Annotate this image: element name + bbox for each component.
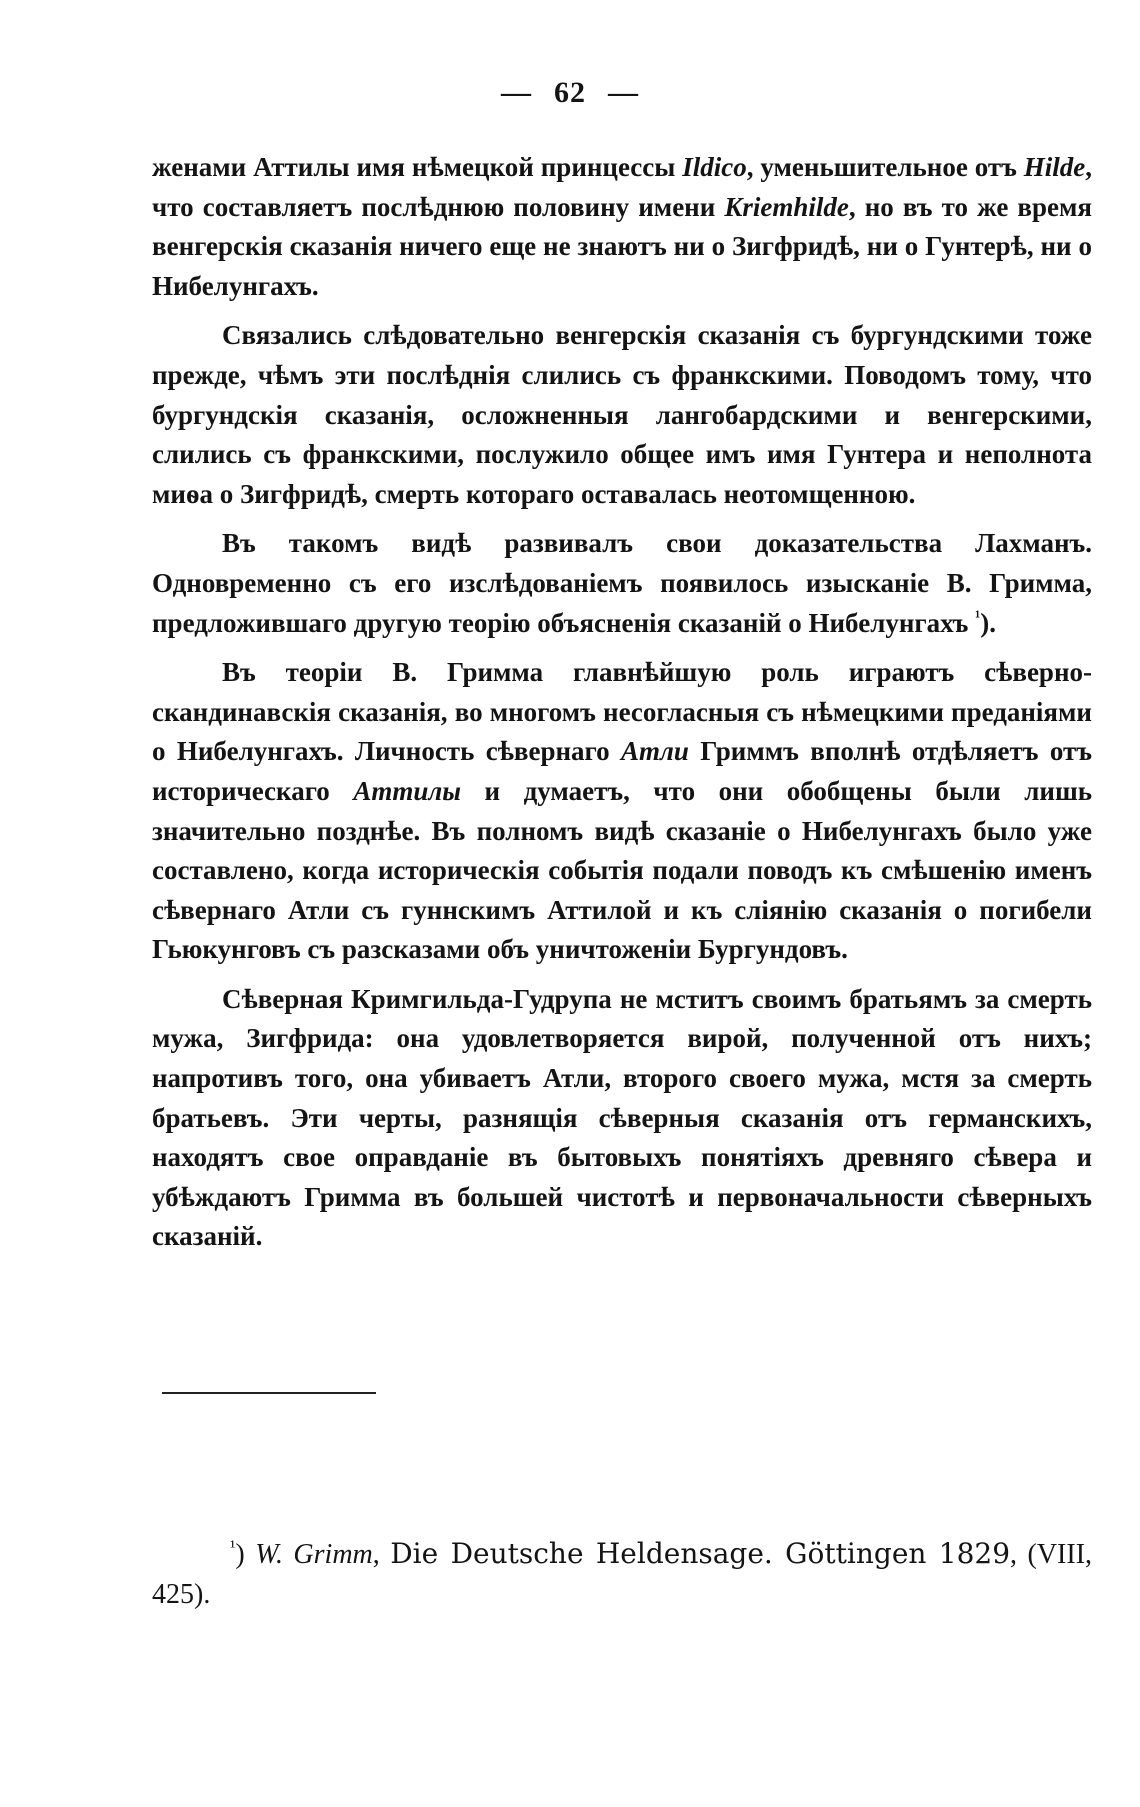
footnote-title: Die Deutsche Heldensage. Göttingen 1829 (390, 1537, 1011, 1570)
paragraph-4-text-a: Въ теоріи В. Гримма главнѣйшую роль играютъ сѣверно-скандинавскія сказанія, во многомъ несогласныя съ нѣмецкими преданіями о Нибелунгахъ. Личность сѣвернаго (152, 657, 1092, 767)
paragraph-5: Сѣверная Кримгильда-Гудрупа не мститъ своимъ братьямъ за смерть мужа, Зигфрида: она удовлетворяется вирой, полученной отъ нихъ; напротивъ того, она убиваетъ Атли, второго своего мужа, мстя за смерть братьевъ. Эти черты, разнящія сѣверныя сказанія отъ германскихъ, находятъ свое оправданіе въ бытовыхъ понятіяхъ древняго сѣвера и убѣждаютъ Гримма въ большей чистотѣ и первоначальности сѣверныхъ сказаній. (152, 983, 1092, 1252)
footnote-separator: , (372, 1539, 391, 1570)
footnote-volume: , (VIII, 425). (152, 1539, 1093, 1610)
latin-name-ildico: Ildico (682, 152, 747, 182)
paragraph-3 (152, 524, 1092, 643)
paragraph-1-text-b: , уменьшительное отъ (746, 152, 1024, 182)
footnote-author: W. Grimm (255, 1539, 373, 1570)
latin-name-kriemhilde: Kriemhilde (724, 191, 849, 222)
paragraph-4 (152, 653, 1092, 970)
page-number-dash-right: — (608, 76, 639, 109)
name-atli: Атли (621, 736, 689, 767)
footnote-body (152, 1534, 1092, 1615)
footnote-mark: ¹ (230, 1536, 236, 1557)
paragraph-2: Связались слѣдовательно венгерскія сказанія съ бургундскими тоже прежде, чѣмъ эти послѣднія слились съ франкскими. Поводомъ тому, что бургундскія сказанія, осложненныя лангобардскими и венгерскими, слились съ франкскими, послужило общее имъ имя Гунтера и неполнота миѳа о Зигфридѣ, смерть котораго оставалась неотомщенною. (152, 320, 1092, 509)
footnote-mark-close: ) (235, 1539, 245, 1570)
body-text (152, 148, 1092, 1267)
footnote (152, 1534, 1092, 1615)
page-number-dash-left: — (501, 76, 532, 109)
footnote-divider (162, 1392, 376, 1394)
paragraph-1 (152, 148, 1092, 306)
paragraph-1-text-a: женами Аттилы имя нѣмецкой принцессы (152, 152, 683, 182)
name-attila: Аттилы (353, 775, 461, 806)
page-number-header (0, 76, 1140, 110)
paragraph-3-text: Въ такомъ видѣ развивалъ свои доказательства Лахманъ. Одновременно съ его изслѣдованіемъ появилось изысканіе В. Гримма, предложившаго другую теорію объясненія сказаній о Нибелунгахъ (152, 528, 1092, 638)
paragraph-3-end: ). (980, 607, 996, 638)
latin-name-hilde: Hilde (1023, 152, 1086, 182)
page-number: 62 (554, 76, 586, 109)
paragraph-1-text-d: , но въ то же время венгерскія сказанія ничего еще не знаютъ ни о Зигфридѣ, ни о Гунтерѣ, ни о Нибелунгахъ. (152, 191, 1092, 301)
footnote-reference[interactable]: ¹ (975, 606, 981, 626)
paragraph-1-text-c: , что составляетъ послѣднюю половину имени (152, 152, 1092, 222)
paragraph-4-text-b: Гриммъ вполнѣ отдѣляетъ отъ историческаго (152, 736, 1092, 806)
paragraph-4-text-c: и думаетъ, что они обобщены были лишь значительно позднѣе. Въ полномъ видѣ сказаніе о Нибелунгахъ было уже составлено, когда историческія событія подали поводъ къ смѣшенію именъ сѣвернаго Атли съ гуннскимъ Аттилой и къ слiянiю сказанія о погибели Гьюкунговъ съ разсказами объ уничтоженіи Бургундовъ. (152, 775, 1093, 965)
